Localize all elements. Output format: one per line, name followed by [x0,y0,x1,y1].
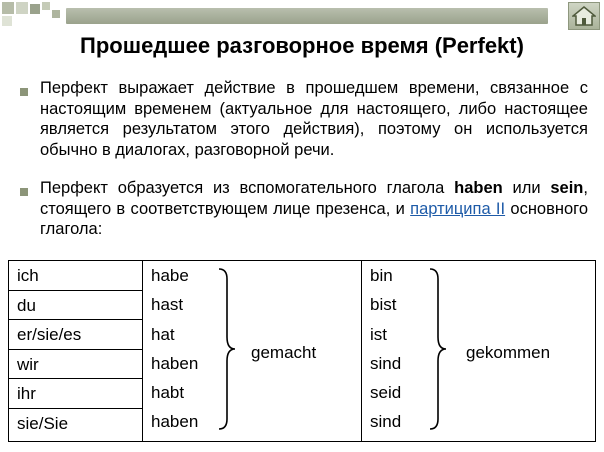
pronoun-column [8,260,142,442]
header-bar [66,8,548,24]
bullet-2 [20,188,28,196]
paragraph-1: Перфект выражает действие в прошедшем времени, связанное с настоящим временем (актуальное для настоящего, либо настоящее является результатом этого действия), поэтому он используется обычно в диалогах, разговорной речи. [40,79,588,159]
p2-text-4: основного глагола: [40,199,588,238]
participle-gekommen: gekommen [466,343,551,362]
home-button[interactable] [568,2,600,30]
haben-form: haben [151,412,199,432]
participle-gemacht: gemacht [251,343,317,362]
sein-form: bist [370,295,397,315]
p2-text-3: , стоящего в соответствующем лице презенса, и [40,179,588,218]
brace-haben [215,267,239,431]
home-icon [572,6,596,26]
bullet-1 [20,88,28,96]
pronoun-cell: er/sie/es [9,320,142,350]
sein-forms [370,265,401,441]
keyword-haben: haben [454,179,503,197]
sein-form: sind [370,412,402,432]
sein-form: seid [370,383,402,403]
pronoun-cell: du [9,291,142,321]
sein-form: ist [370,324,387,344]
pronoun-cell: ich [9,261,142,291]
haben-column [142,260,362,442]
sein-form: bin [370,266,393,285]
sein-column [362,260,596,442]
paragraph-2 [40,178,588,240]
haben-form: hast [151,295,184,315]
keyword-sein: sein [550,179,584,197]
haben-form: hat [151,324,175,344]
p2-text-2: или [502,179,551,197]
page-title: Прошедшее разговорное время (Perfekt) [80,33,524,58]
haben-form: haben [151,353,199,373]
haben-form: habe [151,266,189,285]
pronoun-cell: ihr [9,379,142,409]
pronoun-cell: wir [9,350,142,380]
p2-text-1: Перфект образуется из вспомогательного глагола [40,179,455,197]
haben-form: habt [151,383,185,403]
brace-sein [426,267,450,431]
pronoun-cell: sie/Sie [17,413,69,433]
haben-forms [151,265,198,441]
sein-form: sind [370,353,402,373]
participle-link[interactable]: партиципа II [410,199,506,218]
